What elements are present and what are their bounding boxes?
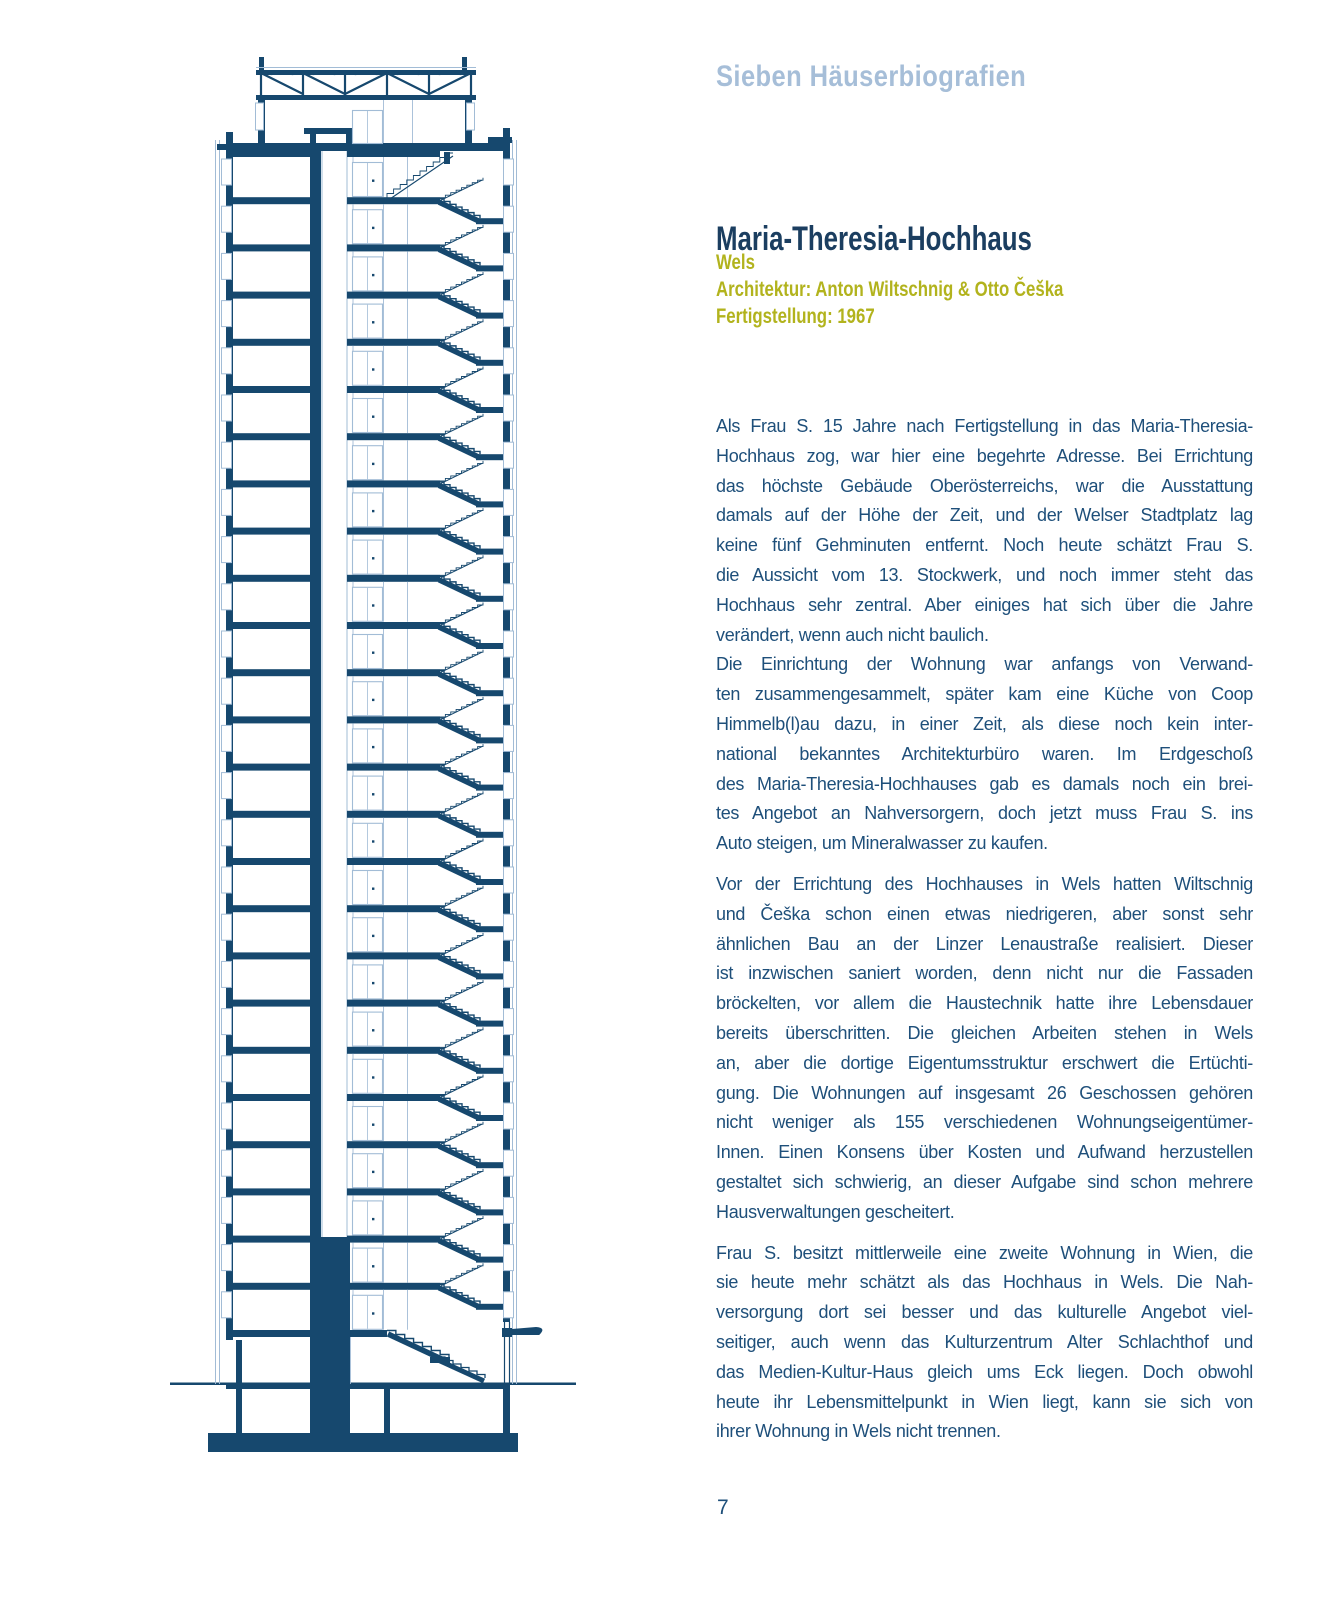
- paragraph: [716, 650, 1253, 859]
- paragraph: [716, 870, 1253, 1228]
- text-line: bereits überschritten. Die gleichen Arbeiten stehen in Wels: [716, 1022, 1253, 1043]
- text-line: an, aber die dortige Eigentumsstruktur erschwert die Ertüchti-: [716, 1052, 1253, 1073]
- text-line: Innen. Einen Konsens über Kosten und Aufwand herzustellen: [716, 1142, 1253, 1163]
- meta-line: Wels: [716, 251, 755, 274]
- page-number: 7: [717, 1496, 729, 1519]
- text-line: versorgung dort sei besser und das kulturelle Angebot viel-: [716, 1302, 1253, 1323]
- text-line: seitiger, auch wenn das Kulturzentrum Alter Schlachthof und: [716, 1331, 1253, 1352]
- building-section-drawing: [0, 0, 620, 1520]
- article: [716, 0, 1253, 1600]
- text-line: damals auf der Höhe der Zeit, und der Welser Stadtplatz lag: [716, 505, 1253, 526]
- paragraph: [716, 1239, 1253, 1448]
- text-line: Vor der Errichtung des Hochhauses in Wels hatten Wiltschnig: [716, 873, 1253, 894]
- page-title: Maria-Theresia-Hochhaus: [716, 219, 1032, 258]
- text-line: bröckelten, vor allem die Haustechnik hatte ihre Lebensdauer: [716, 993, 1253, 1014]
- meta-line: Fertigstellung: 1967: [716, 305, 875, 328]
- text-line: gestaltet sich schwierig, an dieser Aufgabe sind schon mehrere: [716, 1171, 1253, 1192]
- text-line: sie heute mehr schätzt als das Hochhaus in Wels. Die Nah-: [716, 1272, 1253, 1293]
- text-line: Auto steigen, um Mineralwasser zu kaufen.: [716, 833, 1048, 854]
- text-line: heute ihr Lebensmittelpunkt in Wien liegt, kann sie sich von: [716, 1391, 1253, 1412]
- text-line: tes Angebot an Nahversorgern, doch jetzt muss Frau S. ins: [716, 803, 1253, 824]
- text-line: das Medien-Kultur-Haus gleich ums Eck liegen. Doch obwohl: [716, 1361, 1253, 1382]
- text-line: nicht weniger als 155 verschiedenen Wohnungseigentümer-: [716, 1112, 1253, 1133]
- meta-line: Architektur: Anton Wiltschnig & Otto Češka: [716, 278, 1064, 301]
- text-line: Hochhaus sehr zentral. Aber einiges hat sich über die Jahre: [716, 594, 1253, 615]
- text-line: ten zusammengesammelt, später kam eine Küche von Coop: [716, 684, 1253, 705]
- text-line: Als Frau S. 15 Jahre nach Fertigstellung in das Maria-Theresia-: [716, 416, 1253, 436]
- text-line: ähnlichen Bau an der Linzer Lenaustraße realisiert. Dieser: [716, 933, 1253, 954]
- text-line: des Maria-Theresia-Hochhauses gab es damals noch ein brei-: [716, 773, 1253, 794]
- text-line: ist inzwischen saniert worden, denn nicht nur die Fassaden: [716, 963, 1253, 984]
- figure-building-section: [0, 0, 620, 1520]
- text-line: ihrer Wohnung in Wels nicht trennen.: [716, 1421, 1001, 1442]
- paragraph: [716, 412, 1253, 650]
- text-line: Hochhaus zog, war hier eine begehrte Adresse. Bei Errichtung: [716, 445, 1253, 466]
- text-line: verändert, wenn auch nicht baulich.: [716, 624, 989, 645]
- text-line: national bekanntes Architekturbüro waren. Im Erdgeschoß: [716, 743, 1253, 764]
- section-label: Sieben Häuserbiografien: [716, 60, 1027, 93]
- text-line: Frau S. besitzt mittlerweile eine zweite Wohnung in Wien, die: [716, 1242, 1253, 1263]
- text-line: das höchste Gebäude Oberösterreichs, war die Ausstattung: [716, 475, 1253, 496]
- text-line: Himmelb(l)au dazu, in einer Zeit, als diese noch kein inter-: [716, 713, 1253, 734]
- text-line: keine fünf Gehminuten entfernt. Noch heute schätzt Frau S.: [716, 535, 1253, 556]
- text-line: Hausverwaltungen gescheitert.: [716, 1201, 955, 1222]
- text-line: und Češka schon einen etwas niedrigeren, aber sonst sehr: [716, 903, 1253, 924]
- text-line: Die Einrichtung der Wohnung war anfangs von Verwand-: [716, 654, 1253, 675]
- project-meta: [716, 249, 1063, 330]
- text-line: die Aussicht vom 13. Stockwerk, und noch immer steht das: [716, 564, 1253, 585]
- body-text: [716, 412, 1253, 1447]
- text-line: gung. Die Wohnungen auf insgesamt 26 Geschossen gehören: [716, 1082, 1253, 1103]
